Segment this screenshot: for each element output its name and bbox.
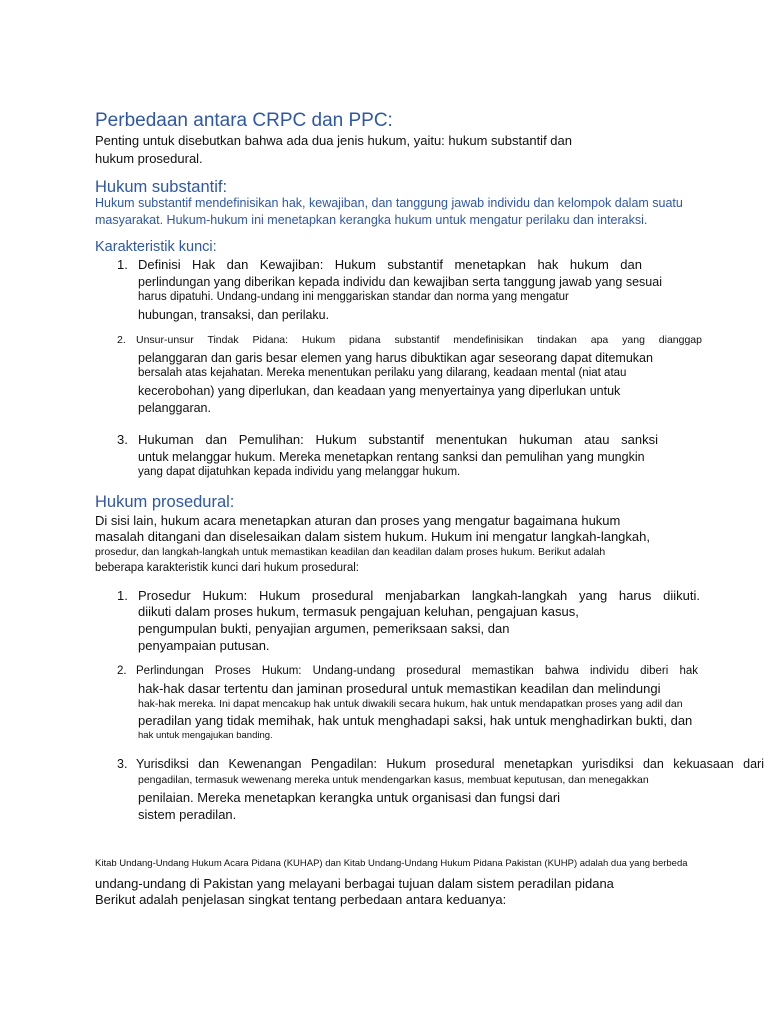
list-item-line: hubungan, transaksi, dan perilaku. — [138, 308, 330, 322]
list-item-line: pelanggaran. — [138, 401, 211, 415]
list-item-line: sistem peradilan. — [138, 807, 237, 822]
list-number: 2. — [117, 665, 127, 677]
list-number: 3. — [117, 757, 128, 771]
list-item-line: hak-hak mereka. Ini dapat mencakup hak untuk diwakili secara hukum, hak untuk mendapatkan proses yang adil dan — [138, 698, 683, 710]
list-item-line: Yurisdiksi dan Kewenangan Pengadilan: Hukum prosedural menetapkan yurisdiksi dan kekuasaan dari — [136, 757, 764, 771]
procedural-heading: Hukum prosedural: — [95, 493, 235, 511]
list-item-line: diikuti dalam proses hukum, termasuk pengajuan keluhan, pengajuan kasus, — [138, 604, 579, 619]
list-item-line: Unsur-unsur Tindak Pidana: Hukum pidana substantif mendefinisikan tindakan apa yang dianggap — [136, 334, 702, 346]
list-number: 3. — [117, 432, 128, 447]
list-item-line: penyampaian putusan. — [138, 638, 270, 653]
substantive-description: Hukum substantif mendefinisikan hak, kewajiban, dan tanggung jawab individu dan kelompok dalam suatu — [95, 196, 683, 210]
procedural-description: masalah ditangani dan diselesaikan dalam sistem hukum. Hukum ini mengatur langkah-langkah, — [95, 529, 650, 544]
list-item-line: Perlindungan Proses Hukum: Undang-undang prosedural memastikan bahwa individu diberi hak — [136, 665, 698, 677]
list-item-line: kecerobohan) yang diperlukan, dan keadaan yang menyertainya yang diperlukan untuk — [138, 384, 621, 398]
list-number: 1. — [117, 257, 128, 272]
list-item-line: pengadilan, termasuk wewenang mereka untuk mendengarkan kasus, membuat keputusan, dan menegakkan — [138, 774, 649, 786]
list-number: 2. — [117, 334, 126, 346]
list-item-line: pengumpulan bukti, penyajian argumen, pemeriksaan saksi, dan — [138, 621, 510, 636]
list-item-line: untuk melanggar hukum. Mereka menetapkan rentang sanksi dan pemulihan yang mungkin — [138, 450, 645, 464]
intro-line: Penting untuk disebutkan bahwa ada dua jenis hukum, yaitu: hukum substantif dan — [95, 133, 572, 148]
list-item-line: Prosedur Hukum: Hukum prosedural menjabarkan langkah-langkah yang harus diikuti. — [138, 588, 700, 603]
list-item-line: bersalah atas kejahatan. Mereka menentukan perilaku yang dilarang, keadaan mental (niat atau — [138, 367, 627, 379]
list-item-line: yang dapat dijatuhkan kepada individu yang melanggar hukum. — [138, 466, 461, 478]
key-characteristics-heading: Karakteristik kunci: — [95, 239, 217, 255]
list-item-line: peradilan yang tidak memihak, hak untuk menghadapi saksi, hak untuk menghadirkan bukti, dan — [138, 713, 693, 728]
closing-line: Berikut adalah penjelasan singkat tentang perbedaan antara keduanya: — [95, 892, 507, 907]
page-title: Perbedaan antara CRPC dan PPC: — [95, 110, 393, 131]
substantive-heading: Hukum substantif: — [95, 178, 228, 196]
procedural-description: prosedur, dan langkah-langkah untuk memastikan keadilan dan keadilan dalam proses hukum. Berikut adalah — [95, 546, 606, 558]
list-item-line: perlindungan yang diberikan kepada individu dan kewajiban serta tanggung jawab yang sesuai — [138, 275, 662, 289]
list-item-line: Definisi Hak dan Kewajiban: Hukum substantif menetapkan hak hukum dan — [138, 257, 642, 272]
list-item-line: pelanggaran dan garis besar elemen yang harus dibuktikan agar seseorang dapat ditemukan — [138, 351, 653, 365]
list-item-line: harus dipatuhi. Undang-undang ini menggariskan standar dan norma yang mengatur — [138, 291, 569, 303]
list-item-line: hak untuk mengajukan banding. — [138, 730, 273, 741]
list-item-line: Hukuman dan Pemulihan: Hukum substantif menentukan hukuman atau sanksi — [138, 432, 658, 447]
closing-line: undang-undang di Pakistan yang melayani berbagai tujuan dalam sistem peradilan pidana — [95, 876, 614, 891]
list-number: 1. — [117, 588, 128, 603]
procedural-description: Di sisi lain, hukum acara menetapkan aturan dan proses yang mengatur bagaimana hukum — [95, 513, 621, 528]
substantive-description: masyarakat. Hukum-hukum ini menetapkan kerangka hukum untuk mengatur perilaku dan interaksi. — [95, 213, 648, 227]
list-item-line: penilaian. Mereka menetapkan kerangka untuk organisasi dan fungsi dari — [138, 790, 561, 805]
closing-line: Kitab Undang-Undang Hukum Acara Pidana (KUHAP) dan Kitab Undang-Undang Hukum Pidana Pakistan (KUHP) adalah dua yang berbeda — [95, 858, 688, 869]
list-item-line: hak-hak dasar tertentu dan jaminan prosedural untuk memastikan keadilan dan melindungi — [138, 681, 661, 696]
procedural-description: beberapa karakteristik kunci dari hukum prosedural: — [95, 562, 359, 574]
intro-line: hukum prosedural. — [95, 151, 203, 166]
